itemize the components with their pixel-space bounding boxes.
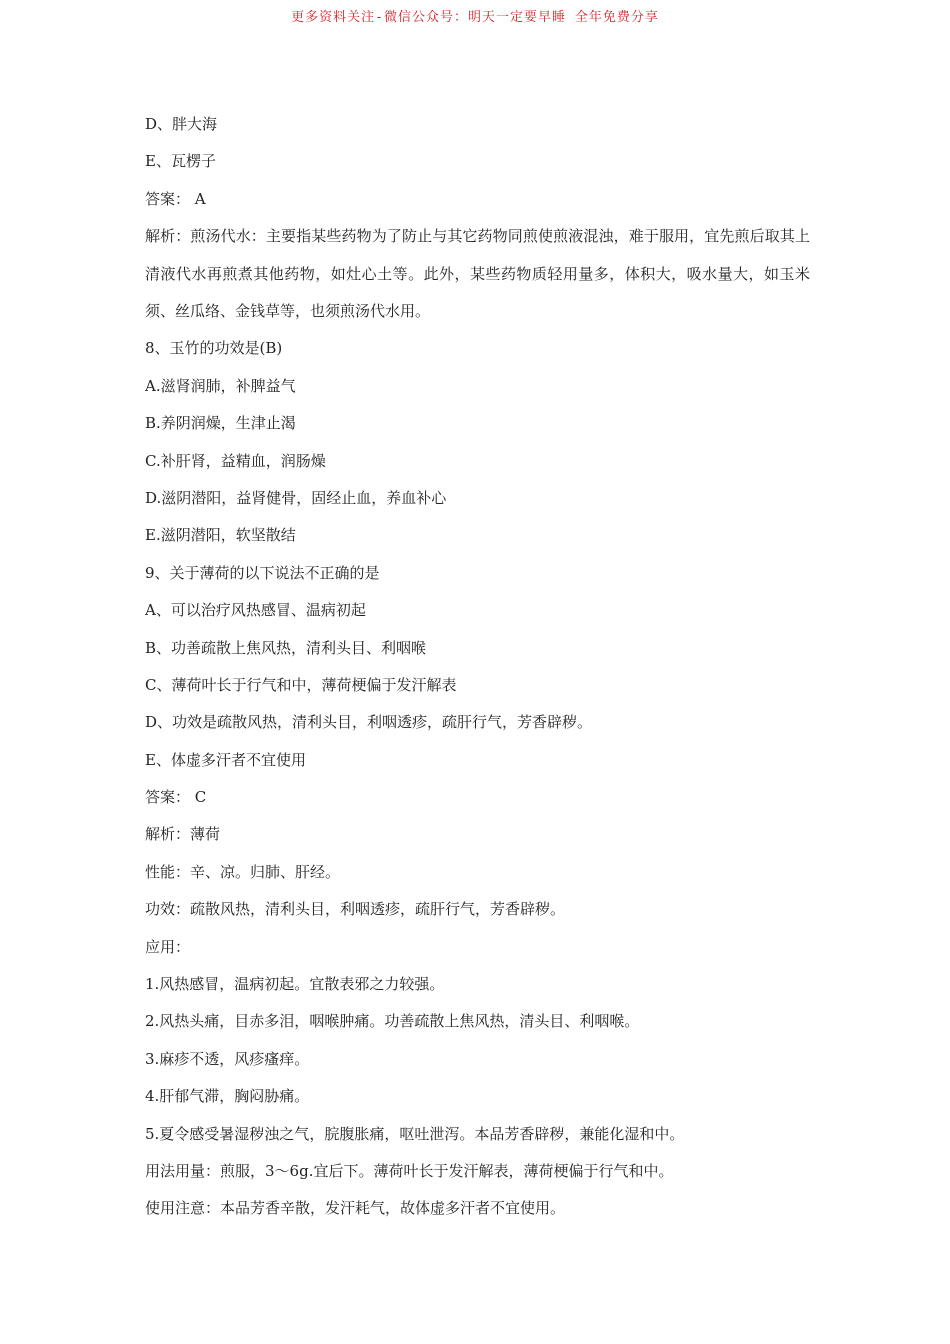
question-8-option-d: D.滋阴潜阳，益肾健骨，固经止血，养血补心 (145, 488, 447, 507)
analysis-application-5: 5.夏令感受暑湿秽浊之气，脘腹胀痛，呕吐泄泻。本品芳香辟秽，兼能化湿和中。 (145, 1124, 685, 1143)
analysis-dosage: 用法用量：煎服，3～6g.宜后下。薄荷叶长于发汗解表，薄荷梗偏于行气和中。 (145, 1161, 674, 1180)
explanation-paragraph: 解析：煎汤代水：主要指某些药物为了防止与其它药物同煎使煎液混浊，难于服用，宜先煎后取其上清液代水再煎煮其他药物，如灶心土等。此外，某些药物质轻用量多，体积大，吸水量大，如玉米须、丝瓜络、金钱草等，也须煎汤代水用。 (145, 227, 810, 320)
question-8-stem: 8、玉竹的功效是(B) (145, 339, 283, 358)
question-9-option-c: C、薄荷叶长于行气和中，薄荷梗偏于发汗解表 (145, 675, 457, 694)
option-d-prev: D、胖大海 (145, 115, 218, 133)
question-9-option-a: A、可以治疗风热感冒、温病初起 (145, 601, 366, 620)
question-8-option-e: E.滋阴潜阳，软坚散结 (145, 526, 296, 545)
answer-prev: 答案： A (145, 189, 206, 208)
option-e-prev: E、瓦楞子 (145, 152, 216, 171)
question-8-option-a: A.滋肾润肺，补脾益气 (145, 376, 296, 395)
question-8-option-c: C.补肝肾，益精血，润肠燥 (145, 451, 326, 470)
question-9-option-d: D、功效是疏散风热，清利头目，利咽透疹，疏肝行气，芳香辟秽。 (145, 713, 593, 732)
question-9-option-e: E、体虚多汗者不宜使用 (145, 750, 306, 769)
analysis-precautions: 使用注意：本品芳香辛散，发汗耗气，故体虚多汗者不宜使用。 (145, 1199, 566, 1218)
analysis-properties: 性能：辛、凉。归肺、肝经。 (145, 862, 341, 881)
analysis-effects: 功效：疏散风热，清利头目，利咽透疹，疏肝行气，芳香辟秽。 (145, 900, 566, 919)
analysis-application-1: 1.风热感冒，温病初起。宜散表邪之力较强。 (145, 975, 445, 994)
document-body (145, 106, 810, 1228)
question-8-option-b: B.养阴润燥，生津止渴 (145, 414, 296, 433)
question-9-answer: 答案： C (145, 788, 207, 807)
header-banner: 更多资料关注-微信公众号：明天一定要早睡 全年免费分享 (291, 10, 659, 25)
analysis-applications-label: 应用： (145, 937, 191, 956)
analysis-application-3: 3.麻疹不透，风疹瘙痒。 (145, 1049, 310, 1068)
analysis-application-2: 2.风热头痛，目赤多泪，咽喉肿痛。功善疏散上焦风热，清头目、利咽喉。 (145, 1012, 640, 1031)
question-9-option-b: B、功善疏散上焦风热，清利头目、利咽喉 (145, 638, 427, 657)
question-9-stem: 9、关于薄荷的以下说法不正确的是 (145, 563, 380, 582)
analysis-title: 解析：薄荷 (145, 825, 221, 844)
analysis-application-4: 4.肝郁气滞，胸闷胁痛。 (145, 1087, 310, 1106)
